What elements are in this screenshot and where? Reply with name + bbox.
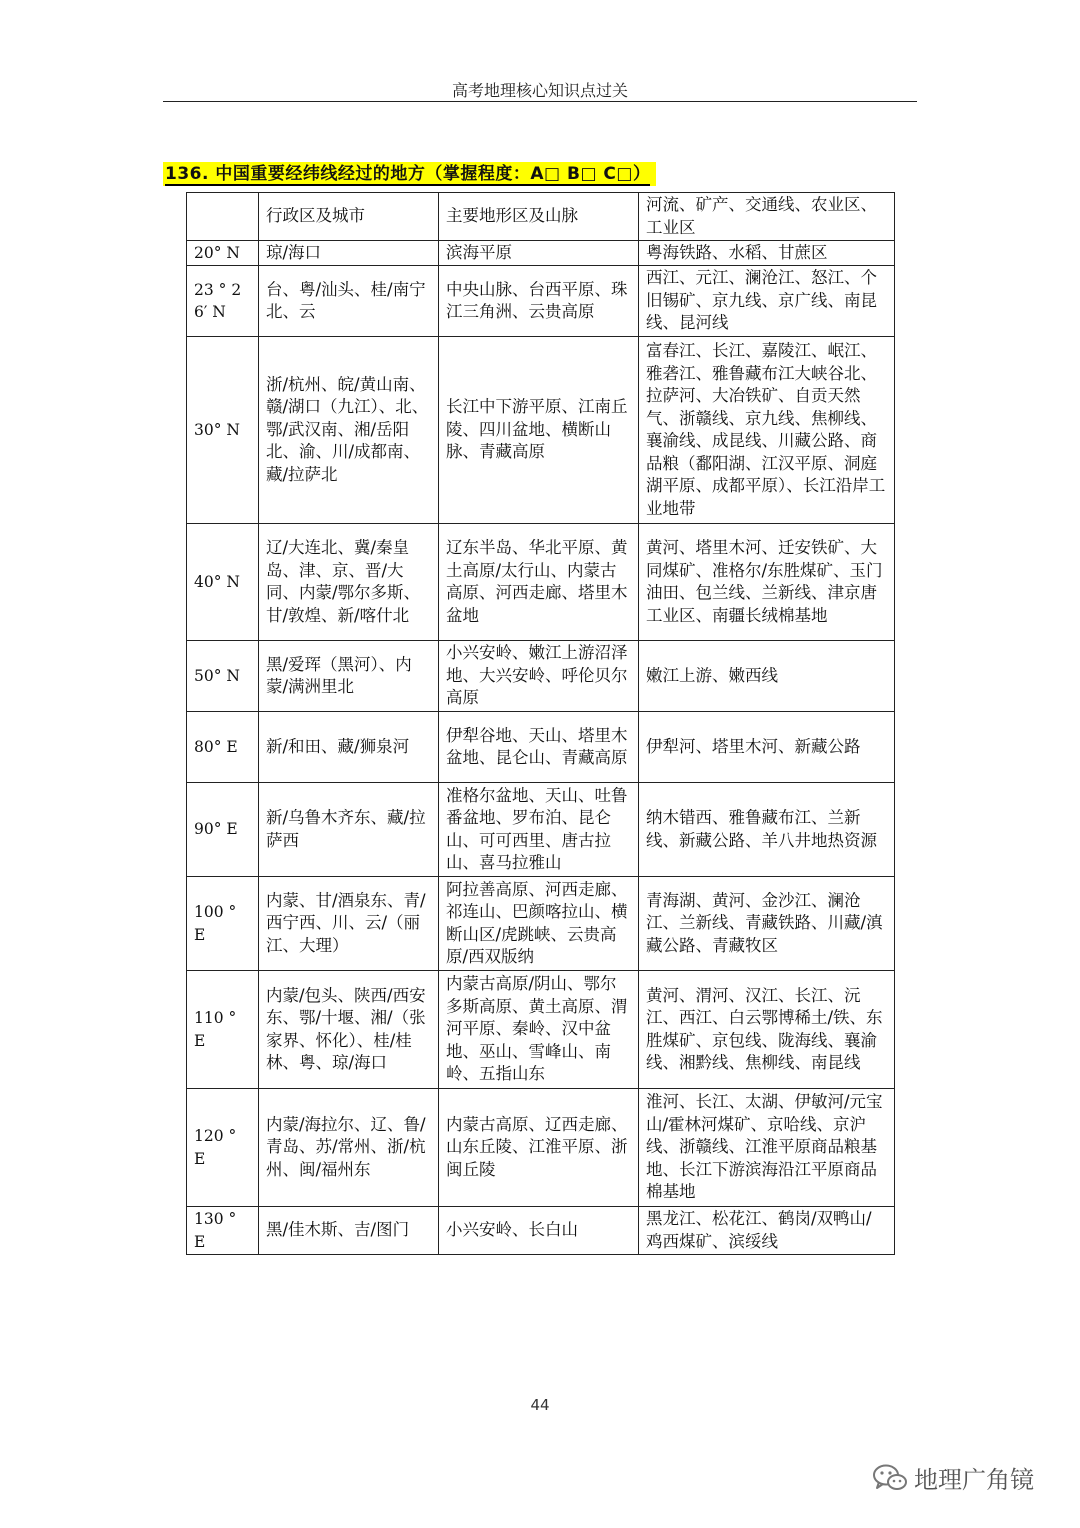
row-admin: 辽/大连北、冀/秦皇岛、津、京、晋/大同、内蒙/鄂尔多斯、甘/敦煌、新/喀什北 — [259, 524, 439, 641]
row-terrain: 辽东半岛、华北平原、黄土高原/太行山、内蒙古高原、河西走廊、塔里木盆地 — [439, 524, 639, 641]
row-features: 青海湖、黄河、金沙江、澜沧江、兰新线、青藏铁路、川藏/滇藏公路、青藏牧区 — [639, 877, 895, 971]
row-line: 110 ° E — [187, 971, 259, 1089]
wechat-icon — [872, 1463, 908, 1493]
row-admin: 新/和田、藏/狮泉河 — [259, 712, 439, 783]
table-row — [187, 877, 895, 971]
row-line: 30° N — [187, 337, 259, 524]
table-row — [187, 524, 895, 641]
row-line: 40° N — [187, 524, 259, 641]
row-features: 嫩江上游、嫩西线 — [639, 641, 895, 712]
row-terrain: 中央山脉、台西平原、珠江三角洲、云贵高原 — [439, 266, 639, 337]
row-line: 20° N — [187, 241, 259, 266]
row-terrain: 小兴安岭、嫩江上游沼泽地、大兴安岭、呼伦贝尔高原 — [439, 641, 639, 712]
row-admin: 黑/佳木斯、吉/图门 — [259, 1207, 439, 1255]
row-features: 黄河、塔里木河、迁安铁矿、大同煤矿、准格尔/东胜煤矿、玉门油田、包兰线、兰新线、津京唐工业区、南疆长绒棉基地 — [639, 524, 895, 641]
table-row — [187, 783, 895, 877]
row-features: 黄河、渭河、汉江、长江、沅江、西江、白云鄂博稀土/铁、东胜煤矿、京包线、陇海线、襄渝线、湘黔线、焦柳线、南昆线 — [639, 971, 895, 1089]
table-row — [187, 641, 895, 712]
row-features: 淮河、长江、太湖、伊敏河/元宝山/霍林河煤矿、京哈线、京沪线、浙赣线、江淮平原商品粮基地、长江下游滨海沿江平原商品棉基地 — [639, 1089, 895, 1207]
row-terrain: 小兴安岭、长白山 — [439, 1207, 639, 1255]
watermark — [872, 1460, 1034, 1495]
row-features: 伊犁河、塔里木河、新藏公路 — [639, 712, 895, 783]
row-features: 富春江、长江、嘉陵江、岷江、雅砻江、雅鲁藏布江大峡谷北、拉萨河、大冶铁矿、自贡天然气、浙赣线、京九线、焦柳线、襄渝线、成昆线、川藏公路、商品粮（鄱阳湖、江汉平原、洞庭湖平原、成都平原）、长江沿岸工业地带 — [639, 337, 895, 524]
column-header-line — [187, 193, 259, 241]
row-terrain: 长江中下游平原、江南丘陵、四川盆地、横断山脉、青藏高原 — [439, 337, 639, 524]
row-admin: 黑/爱珲（黑河）、内蒙/满洲里北 — [259, 641, 439, 712]
section-title-text: 136. 中国重要经纬线经过的地方（掌握程度：A□ B□ C□） — [165, 164, 651, 184]
page-number: 44 — [530, 1396, 550, 1414]
row-terrain: 准格尔盆地、天山、吐鲁番盆地、罗布泊、昆仑山、可可西里、唐古拉山、喜马拉雅山 — [439, 783, 639, 877]
column-header-features: 河流、矿产、交通线、农业区、工业区 — [639, 193, 895, 241]
row-line: 90° E — [187, 783, 259, 877]
table-row — [187, 241, 895, 266]
row-admin: 内蒙/海拉尔、辽、鲁/青岛、苏/常州、浙/杭州、闽/福州东 — [259, 1089, 439, 1207]
row-line: 120 ° E — [187, 1089, 259, 1207]
row-line: 130 ° E — [187, 1207, 259, 1255]
latitude-longitude-table — [186, 192, 895, 1255]
row-admin: 浙/杭州、皖/黄山南、赣/湖口（九江）、北、鄂/武汉南、湘/岳阳北、渝、川/成都南、藏/拉萨北 — [259, 337, 439, 524]
row-line: 100 ° E — [187, 877, 259, 971]
row-line: 23 ° 26′ N — [187, 266, 259, 337]
table-row — [187, 337, 895, 524]
row-terrain: 内蒙古高原、辽西走廊、山东丘陵、江淮平原、浙闽丘陵 — [439, 1089, 639, 1207]
table-row — [187, 1089, 895, 1207]
row-terrain: 阿拉善高原、河西走廊、祁连山、巴颜喀拉山、横断山区/虎跳峡、云贵高原/西双版纳 — [439, 877, 639, 971]
row-admin: 琼/海口 — [259, 241, 439, 266]
header-divider — [163, 101, 917, 102]
table-row — [187, 266, 895, 337]
row-admin: 新/乌鲁木齐东、藏/拉萨西 — [259, 783, 439, 877]
row-terrain: 内蒙古高原/阴山、鄂尔多斯高原、黄土高原、渭河平原、秦岭、汉中盆地、巫山、雪峰山、南岭、五指山东 — [439, 971, 639, 1089]
row-features: 纳木错西、雅鲁藏布江、兰新线、新藏公路、羊八井地热资源 — [639, 783, 895, 877]
row-features: 粤海铁路、水稻、甘蔗区 — [639, 241, 895, 266]
row-line: 80° E — [187, 712, 259, 783]
column-header-admin: 行政区及城市 — [259, 193, 439, 241]
row-admin: 内蒙/包头、陕西/西安东、鄂/十堰、湘/（张家界、怀化）、桂/桂林、粤、琼/海口 — [259, 971, 439, 1089]
row-admin: 台、粤/汕头、桂/南宁北、云 — [259, 266, 439, 337]
row-features: 西江、元江、澜沧江、怒江、个旧锡矿、京九线、京广线、南昆线、昆河线 — [639, 266, 895, 337]
row-line: 50° N — [187, 641, 259, 712]
table-header-row — [187, 193, 895, 241]
table-row — [187, 1207, 895, 1255]
row-features: 黑龙江、松花江、鹤岗/双鸭山/鸡西煤矿、滨绥线 — [639, 1207, 895, 1255]
row-terrain: 滨海平原 — [439, 241, 639, 266]
column-header-terrain: 主要地形区及山脉 — [439, 193, 639, 241]
page-header-title: 高考地理核心知识点过关 — [451, 81, 628, 100]
table-row — [187, 712, 895, 783]
row-terrain: 伊犁谷地、天山、塔里木盆地、昆仑山、青藏高原 — [439, 712, 639, 783]
watermark-text: 地理广角镜 — [914, 1466, 1034, 1494]
row-admin: 内蒙、甘/酒泉东、青/西宁西、川、云/（丽江、大理） — [259, 877, 439, 971]
section-title — [163, 162, 656, 186]
table-row — [187, 971, 895, 1089]
